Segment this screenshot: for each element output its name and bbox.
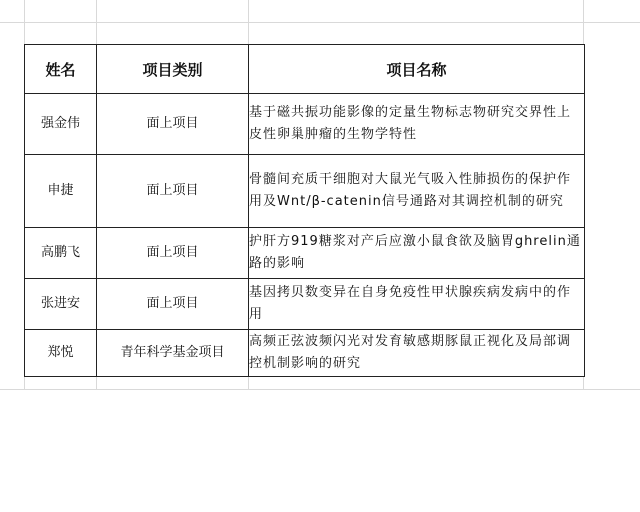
cell-type[interactable]: 面上项目 — [97, 228, 249, 279]
cell-name[interactable]: 强金伟 — [25, 94, 97, 155]
cell-name[interactable]: 高鹏飞 — [25, 228, 97, 279]
cell-name[interactable]: 申捷 — [25, 155, 97, 228]
grid-line — [0, 389, 640, 390]
cell-name[interactable]: 郑悦 — [25, 330, 97, 377]
project-table — [24, 44, 585, 377]
header-title: 项目名称 — [249, 45, 585, 94]
header-type: 项目类别 — [97, 45, 249, 94]
cell-title[interactable]: 基于磁共振功能影像的定量生物标志物研究交界性上皮性卵巢肿瘤的生物学特性 — [249, 94, 585, 155]
cell-title[interactable]: 高频正弦波频闪光对发育敏感期豚鼠正视化及局部调控机制影响的研究 — [249, 330, 585, 377]
table-row — [25, 155, 585, 228]
table-row — [25, 228, 585, 279]
cell-name[interactable]: 张进安 — [25, 279, 97, 330]
cell-title[interactable]: 护肝方919糖浆对产后应激小鼠食欲及脑胃ghrelin通路的影响 — [249, 228, 585, 279]
cell-title[interactable]: 骨髓间充质干细胞对大鼠光气吸入性肺损伤的保护作用及Wnt/β-catenin信号通路对其调控机制的研究 — [249, 155, 585, 228]
cell-type[interactable]: 青年科学基金项目 — [97, 330, 249, 377]
table-row — [25, 94, 585, 155]
cell-type[interactable]: 面上项目 — [97, 279, 249, 330]
grid-line — [0, 22, 640, 23]
cell-title[interactable]: 基因拷贝数变异在自身免疫性甲状腺疾病发病中的作用 — [249, 279, 585, 330]
header-name: 姓名 — [25, 45, 97, 94]
table-row — [25, 330, 585, 377]
cell-type[interactable]: 面上项目 — [97, 155, 249, 228]
table-row — [25, 279, 585, 330]
header-row — [25, 45, 585, 94]
cell-type[interactable]: 面上项目 — [97, 94, 249, 155]
